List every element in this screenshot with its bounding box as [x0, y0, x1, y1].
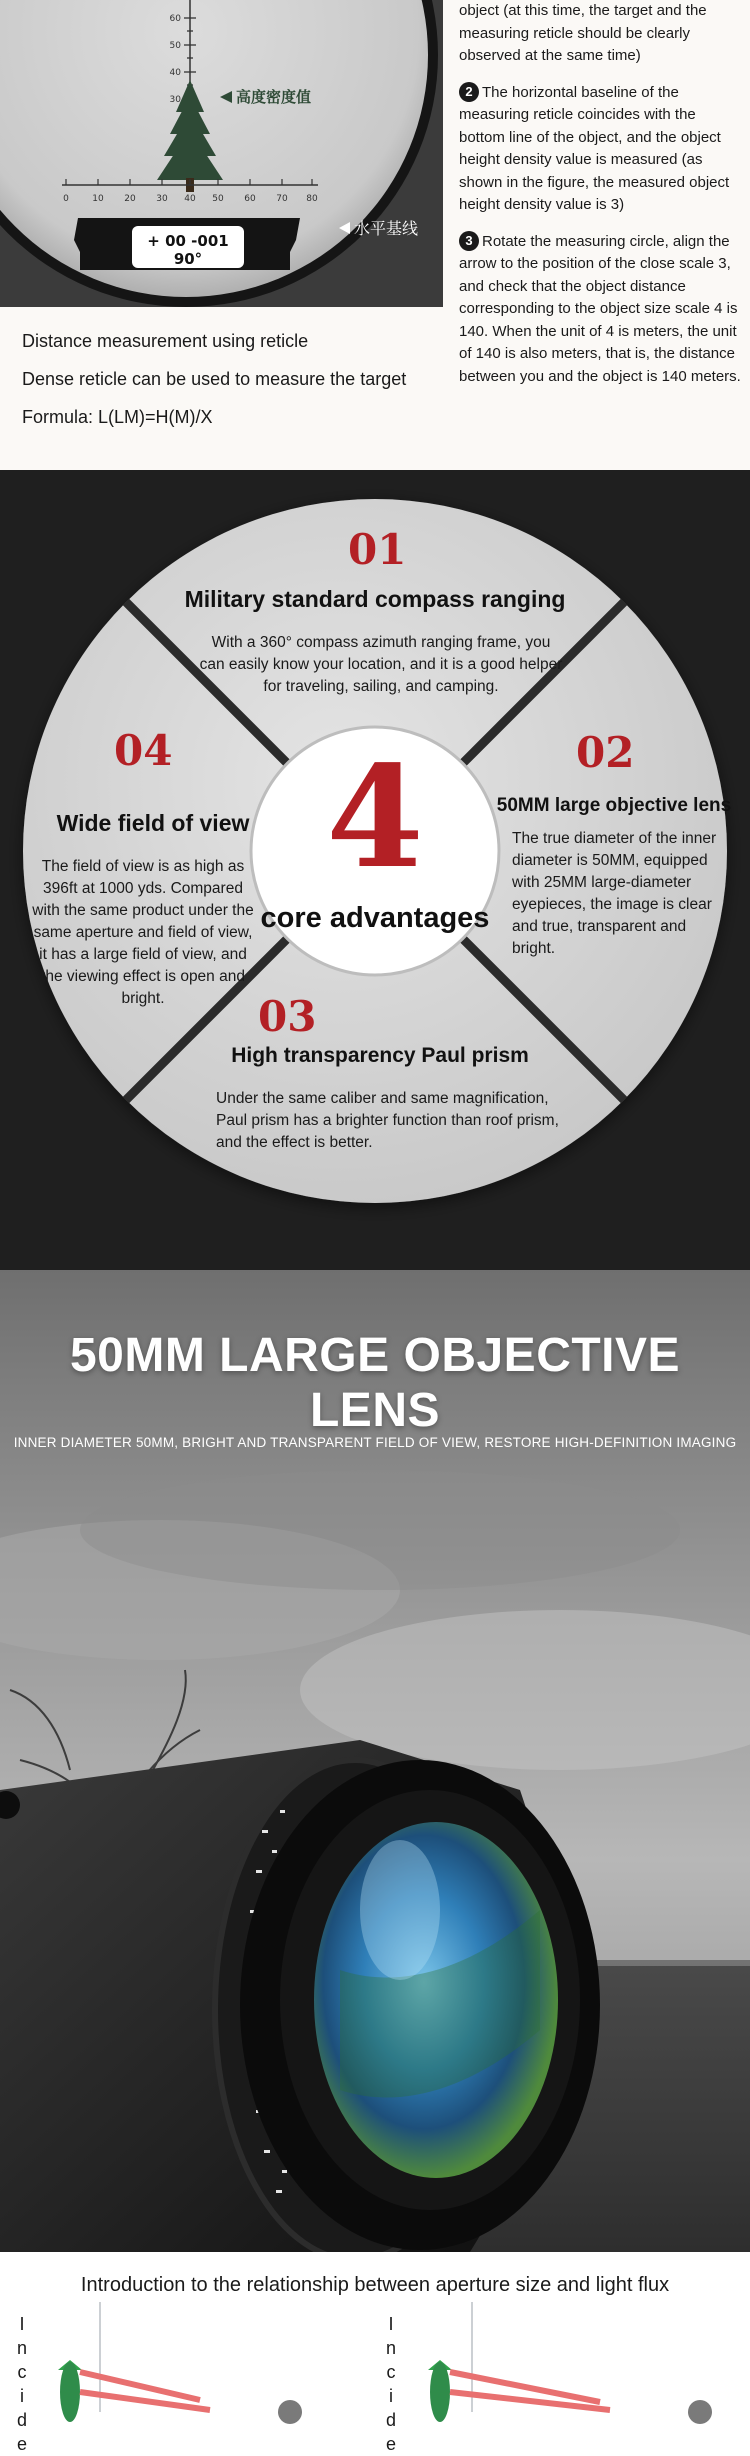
center-label: core advantages [260, 902, 490, 934]
advantage-04-title: Wide field of view [56, 810, 250, 836]
h-tick-30: 30 [156, 194, 168, 204]
incident-label-char: I [19, 2314, 25, 2334]
height-density-label: 高度密度值 [236, 88, 312, 106]
incident-label-char: e [16, 2434, 27, 2454]
h-tick-0: 0 [63, 194, 69, 204]
advantage-03-desc: Under the same caliber and same magnification, Paul prism has a brighter function than roof prism, and the effect is better. [216, 1090, 559, 1151]
incident-label-char: n [16, 2338, 27, 2358]
aperture-diagram [0, 2252, 750, 2412]
v-tick-30: 30 [169, 95, 181, 105]
intro-title: Introduction to the relationship between aperture size and light flux [80, 2274, 670, 2296]
step-2 [459, 82, 745, 217]
formula-line-1: Distance measurement using reticle [22, 331, 309, 351]
incident-label-char: d [16, 2410, 27, 2430]
step-2-badge: 2 [459, 82, 479, 102]
lens-left [58, 2302, 302, 2424]
h-tick-60: 60 [244, 194, 256, 204]
lens-right [428, 2302, 712, 2424]
incident-label-char: c [386, 2362, 396, 2382]
advantage-01-desc: With a 360° compass azimuth ranging frame, you can easily know your location, and it is a good helper for traveling, sailing, and camping. [199, 634, 563, 695]
step-intro: object (at this time, the target and the measuring reticle should be clearly observed at the same time) [459, 2, 707, 64]
v-tick-40: 40 [169, 68, 181, 78]
step-3-badge: 3 [459, 231, 479, 251]
readout-line-2: 90° [173, 250, 203, 268]
lens-section-subtitle: INNER DIAMETER 50MM, BRIGHT AND TRANSPARENT FIELD OF VIEW, RESTORE HIGH-DEFINITION IMAGING [13, 1435, 737, 1450]
reticle-view [0, 0, 443, 307]
formula-block [22, 330, 442, 444]
incident-label-char: n [385, 2338, 396, 2358]
h-tick-20: 20 [124, 194, 136, 204]
formula-line-2: Dense reticle can be used to measure the target [22, 369, 407, 389]
incident-label-char: c [17, 2362, 27, 2382]
incident-label-char: d [385, 2410, 396, 2430]
advantage-01-number: 01 [348, 525, 407, 574]
incident-label-char: i [20, 2386, 24, 2406]
readout-line-1: + 00 -001 [147, 232, 229, 250]
advantage-04-desc: The field of view is as high as 396ft at 1000 yds. Compared with the same product under the same aperture and field of view, it has a large field of view, and the viewing effect is open and bright. [32, 858, 254, 1007]
advantage-03-title: High transparency Paul prism [231, 1044, 529, 1067]
advantage-02-desc: The true diameter of the inner diameter is 50MM, equipped with 25MM large-diameter eyepieces, the image is clear and true, transparent and bright. [512, 830, 717, 957]
reticle-illustration [0, 0, 443, 307]
h-tick-80: 80 [306, 194, 318, 204]
h-tick-50: 50 [212, 194, 224, 204]
h-tick-10: 10 [92, 194, 104, 204]
step-3 [459, 231, 745, 389]
step-3-text: Rotate the measuring circle, align the arrow to the position of the close scale 3, and check that the object distance corresponding to the object size scale 4 is 140. When the unit of 4 is meters, the unit of 140 is also meters, that is, the distance between you and the object is 140 meters. [459, 232, 741, 385]
incident-label-char: i [389, 2386, 393, 2406]
horizontal-baseline-label: 水平基线 [354, 219, 419, 238]
h-tick-40: 40 [184, 194, 196, 204]
h-tick-70: 70 [276, 194, 288, 204]
advantage-02-title: 50MM large objective lens [496, 795, 732, 816]
incident-label-char: I [388, 2314, 394, 2334]
formula-line-3: Formula: L(LM)=H(M)/X [22, 407, 213, 427]
v-tick-60: 60 [169, 14, 181, 24]
v-tick-50: 50 [169, 41, 181, 51]
advantage-03-number: 03 [258, 992, 317, 1041]
lens-section-title: 50MM LARGE OBJECTIVE LENS [69, 1329, 681, 1437]
advantage-04-number: 04 [114, 726, 173, 775]
step-2-text: The horizontal baseline of the measuring reticle coincides with the bottom line of the object, and the object height density value is measured (as shown in the figure, the measured object height density value is 3) [459, 83, 730, 213]
reticle-section [0, 0, 750, 470]
large-objective-lens-section [0, 1270, 750, 2252]
advantage-01-title: Military standard compass ranging [184, 586, 566, 612]
core-advantages-section [0, 470, 750, 1270]
incident-label-char: e [385, 2434, 396, 2454]
aperture-intro-section [0, 2252, 750, 2454]
steps-block [459, 0, 745, 402]
center-number: 4 [326, 736, 424, 900]
advantage-02-number: 02 [576, 728, 635, 777]
